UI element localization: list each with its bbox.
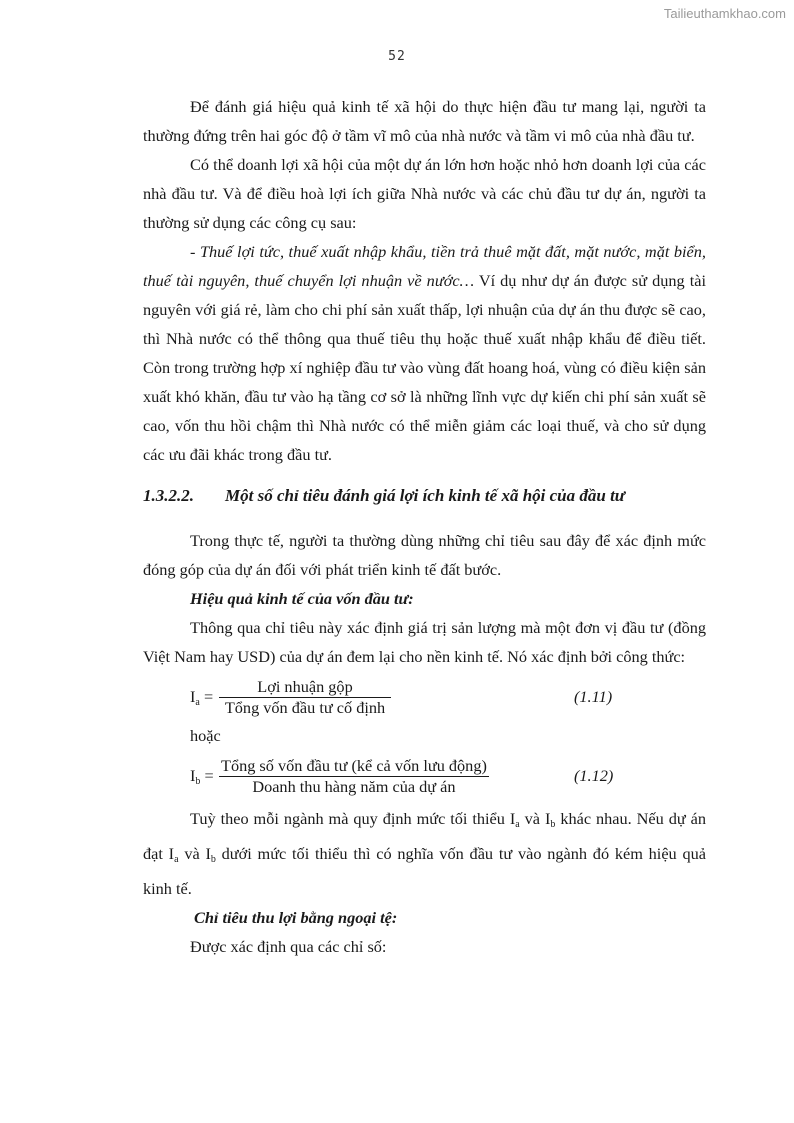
paragraph-tools — [143, 237, 706, 469]
watermark: Tailieuthamkhao.com — [663, 6, 786, 21]
equation-number: (1.11) — [574, 687, 613, 706]
formula-1-11 — [143, 677, 706, 721]
paragraph-indicators: Trong thực tế, người ta thường dùng những chỉ tiêu sau đây để xác định mức đóng góp của dự án đối với phát triển kinh tế đất bước. — [143, 531, 706, 579]
formula-fraction — [219, 756, 489, 797]
formula-1-12 — [143, 756, 706, 800]
paragraph-indices: Được xác định qua các chỉ số: — [190, 937, 387, 956]
subheading-capital-efficiency: Hiệu quả kinh tế của vốn đầu tư: — [190, 589, 414, 608]
tax-tools-list: - Thuế lợi tức, thuế xuất nhập khẩu, tiền trả thuê mặt đất, mặt nước, mặt biển, thuế tài nguyên, thuế chuyển lợi nhuận về nước… — [143, 242, 706, 290]
section-heading — [143, 481, 706, 510]
paragraph-minimum-levels: Tuỳ theo mỗi ngành mà quy định mức tối thiểu $I_a$ và $I_b$ khác nhau. Nếu dự án đạt $I_a$ và $I_b$ dưới mức tối thiểu thì có nghĩa vốn đầu tư vào ngành đó kém hiệu quả kinh tế. — [143, 809, 706, 898]
formula-numerator: Tổng số vốn đầu tư (kể cả vốn lưu động) — [221, 756, 487, 775]
tax-tools-explanation: Ví dụ như dự án được sử dụng tài nguyên với giá rẻ, làm cho chi phí sản xuất thấp, lợi nhuận của dự án thu được sẽ cao, thì Nhà nước có thể thông qua thuế tiêu thụ hoặc thuế xuất nhập khẩu để điều tiết. Còn trong trường hợp xí nghiệp đầu tư vào vùng đất hoang hoá, vùng có điều kiện sản xuất khó khăn, đầu tư vào hạ tầng cơ sở là những lĩnh vực dự kiến chi phí sản xuất sẽ cao, vốn thu hồi chậm thì Nhà nước có thể miễn giảm các loại thuế, và cho sử dụng các ưu đãi khác trong đầu tư. — [143, 271, 706, 464]
section-title: Một số chỉ tiêu đánh giá lợi ích kinh tế xã hội của đầu tư — [225, 486, 625, 505]
formula-denominator: Tổng vốn đầu tư cố định — [224, 698, 386, 717]
page-number: 52 — [388, 49, 406, 64]
formula-lhs: $I_a$ = — [190, 687, 214, 708]
section-number: 1.3.2.2. — [143, 486, 194, 505]
formula-denominator: Doanh thu hàng năm của dự án — [252, 777, 456, 796]
formula-lhs: $I_b$ = — [190, 766, 214, 787]
formula-fraction — [219, 677, 391, 718]
paragraph-capital-efficiency: Thông qua chỉ tiêu này xác định giá trị sản lượng mà một đơn vị đầu tư (đồng Việt Nam hay USD) của dự án đem lại cho nền kinh tế. Nó xác định bởi công thức: — [143, 618, 706, 666]
formula-numerator: Lợi nhuận gộp — [219, 677, 391, 698]
paragraph-intro: Để đánh giá hiệu quả kinh tế xã hội do thực hiện đầu tư mang lại, người ta thường đứng trên hai góc độ ở tầm vĩ mô của nhà nước và tầm vi mô của nhà đầu tư. — [143, 97, 706, 145]
paragraph-social-profit: Có thể doanh lợi xã hội của một dự án lớn hơn hoặc nhỏ hơn doanh lợi của các nhà đầu tư. Và để điều hoà lợi ích giữa Nhà nước và các chủ đầu tư dự án, người ta thường sử dụng các công cụ sau: — [143, 155, 706, 232]
equation-number: (1.12) — [574, 766, 614, 785]
or-text: hoặc — [190, 726, 221, 745]
subheading-foreign-currency: Chỉ tiêu thu lợi bằng ngoại tệ: — [194, 908, 398, 927]
document-body — [143, 92, 706, 961]
